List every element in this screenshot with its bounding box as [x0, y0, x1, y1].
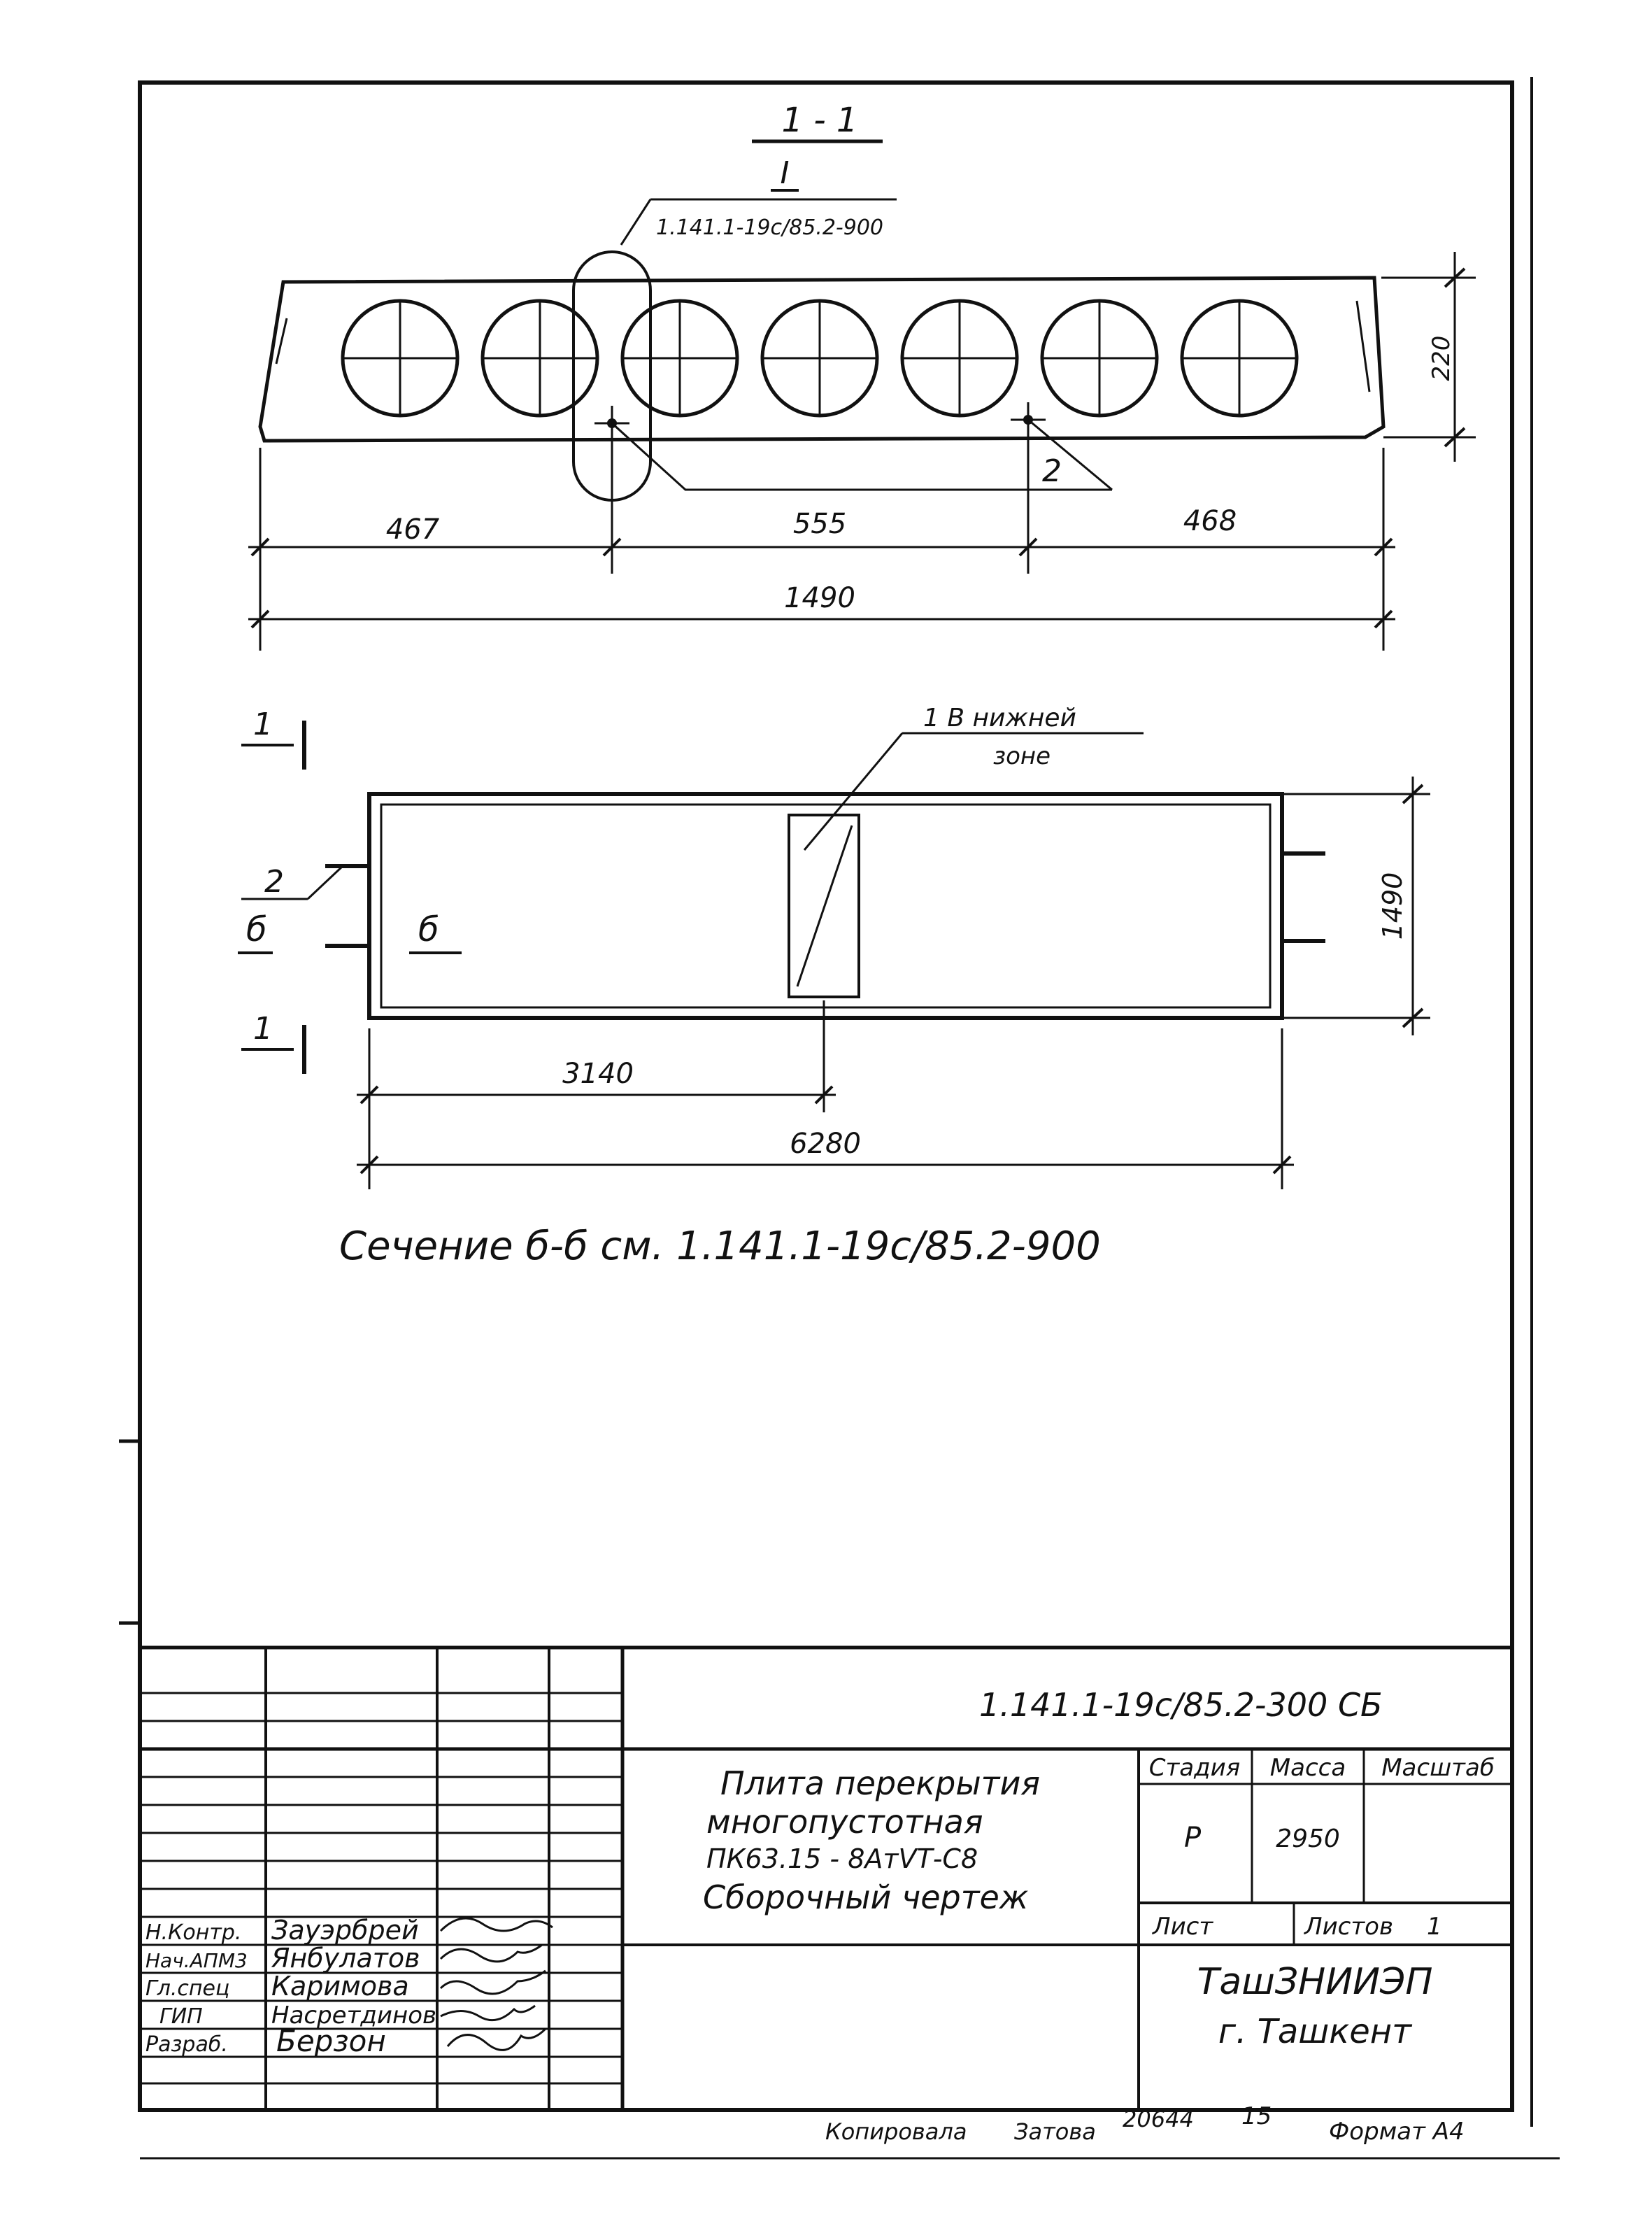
staff-role: Нач.АПМ3 [145, 1949, 248, 1972]
org-name: ТашЗНИИЭП [1197, 1961, 1433, 2003]
staff-role: Н.Контр. [145, 1920, 242, 1945]
dim-468: 468 [1183, 505, 1237, 537]
lifting-loops [325, 854, 1325, 946]
section-mark-inner: б [418, 910, 439, 949]
plan-length-dimensions [357, 1000, 1294, 1189]
org-city: г. Ташкент [1218, 2012, 1412, 2051]
cut-mark-top [241, 707, 304, 770]
hollow-core [622, 301, 737, 416]
mass-value: 2950 [1276, 1825, 1340, 1853]
title-line-4: Сборочный чертеж [703, 1878, 1029, 1916]
staff-name: Янбулатов [271, 1943, 420, 1974]
plan-height-dim: 1490 [1377, 872, 1408, 940]
plan-dim-3140: 3140 [562, 1058, 634, 1090]
hollow-core [483, 301, 597, 416]
staff-name: Зауэрбрей [271, 1915, 419, 1946]
stage-header: Стадия [1148, 1754, 1241, 1782]
section-sheet-ref: I [780, 155, 790, 191]
hollow-core [1182, 301, 1297, 416]
staff-role: ГИП [159, 2004, 203, 2029]
inventory-number: 20644 [1123, 2106, 1194, 2132]
section-1-1-view [248, 101, 1476, 651]
title-block [140, 1648, 1512, 2110]
plan-height-dimension [1282, 777, 1430, 1035]
plan-dim-6280: 6280 [790, 1128, 861, 1160]
section-height-dim: 220 [1427, 335, 1455, 381]
page-number: 15 [1241, 2102, 1272, 2130]
section-note: Сечение б-б см. 1.141.1-19с/85.2-900 [339, 1224, 1101, 1269]
staff-name: Берзон [276, 2024, 386, 2058]
plan-callout-label: 1 В нижней [923, 704, 1076, 732]
copied-label: Копировала [825, 2118, 967, 2145]
hollow-cores [343, 301, 1297, 416]
section-callout-ref: 1.141.1-19с/85.2-900 [656, 215, 883, 240]
dim-1490: 1490 [784, 582, 855, 614]
sheets-value: 1 [1427, 1913, 1442, 1941]
staff-name: Насретдинов [271, 2002, 437, 2030]
section-mark-left: б [246, 910, 267, 949]
title-line-3: ПК63.15 - 8АтVТ-С8 [706, 1843, 978, 1874]
staff-name: Каримова [271, 1971, 409, 2002]
title-line-1: Плита перекрытия [720, 1764, 1041, 1802]
signatures [441, 1918, 553, 2050]
sheet-label: Лист [1153, 1913, 1213, 1941]
staff-role: Гл.спец [145, 1976, 230, 2001]
cut-mark-label-bottom: 1 [253, 1011, 273, 1047]
stage-value: Р [1183, 1822, 1202, 1854]
sheets-label: Листов [1304, 1913, 1394, 1941]
section-item-label: 2 [1042, 453, 1062, 489]
copier-name: Затова [1014, 2118, 1096, 2145]
hollow-core [902, 301, 1017, 416]
mass-header: Масса [1269, 1754, 1346, 1782]
cut-mark-label-top: 1 [253, 707, 273, 742]
staff-table [145, 1915, 436, 2058]
hollow-core [1042, 301, 1157, 416]
section-title: 1 - 1 [781, 101, 858, 140]
format-label: Формат А4 [1329, 2118, 1465, 2146]
hollow-core [343, 301, 457, 416]
staff-role: Разраб. [145, 2032, 228, 2057]
height-dimension [1381, 252, 1476, 462]
plan-item-label: 2 [264, 864, 284, 900]
dim-467: 467 [385, 514, 440, 546]
plan-view [238, 704, 1430, 1189]
doc-code: 1.141.1-19с/85.2-300 СБ [979, 1686, 1383, 1724]
scale-header: Масштаб [1381, 1754, 1495, 1782]
title-line-2: многопустотная [706, 1803, 983, 1841]
hollow-core [762, 301, 877, 416]
plan-callout-label-2: зоне [993, 742, 1051, 770]
width-dimensions [248, 437, 1395, 651]
cut-mark-bottom [241, 1011, 304, 1074]
dim-555: 555 [792, 508, 847, 540]
